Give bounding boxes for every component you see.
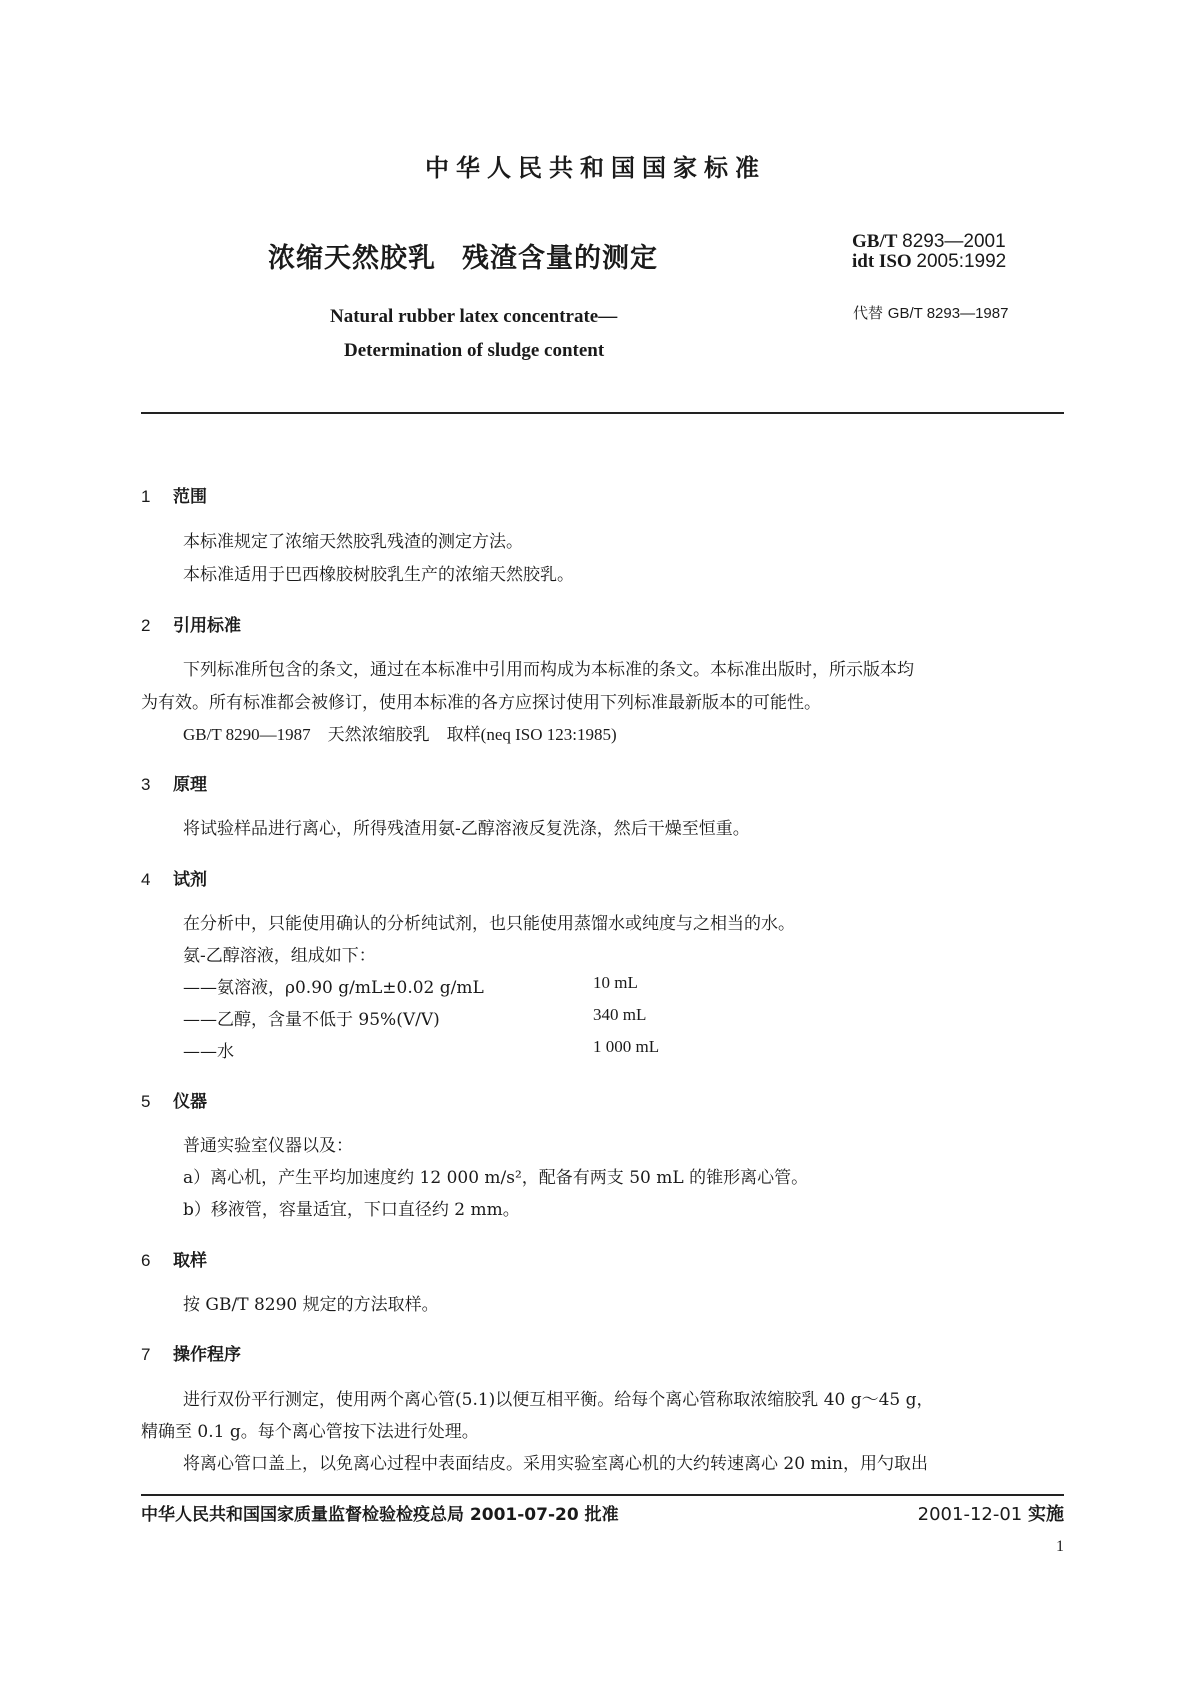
reagent-name: ——水	[183, 1042, 234, 1062]
reagent-quantity: 340 mL	[593, 1005, 647, 1024]
section-number: 3	[141, 775, 151, 794]
replaces-note	[853, 302, 1008, 323]
page-number: 1	[1056, 1538, 1064, 1555]
section-number: 7	[141, 1345, 151, 1364]
section-number: 1	[141, 487, 151, 506]
paragraph: 为有效。所有标准都会被修订，使用本标准的各方应探讨使用下列标准最新版本的可能性。	[141, 693, 821, 713]
section-title: 原理	[173, 775, 207, 795]
paragraph: 将试验样品进行离心，所得残渣用氨-乙醇溶液反复洗涤，然后干燥至恒重。	[183, 819, 750, 839]
title-cn-part2: 残渣含量的测定	[462, 243, 658, 274]
footer-divider	[141, 1494, 1064, 1496]
section-title: 操作程序	[173, 1345, 241, 1365]
standard-number-block	[852, 232, 1006, 272]
section-heading-scope	[141, 482, 207, 507]
section-heading-sampling	[141, 1246, 207, 1271]
section-number: 5	[141, 1092, 151, 1111]
national-standard-heading: 中华人民共和国国家标准	[425, 154, 766, 182]
paragraph: 按 GB/T 8290 规定的方法取样。	[183, 1295, 439, 1315]
paragraph: 普通实验室仪器以及：	[183, 1136, 353, 1156]
section-heading-references	[141, 611, 241, 636]
paragraph: 将离心管口盖上，以免离心过程中表面结皮。采用实验室离心机的大约转速离心 20 min，用勺取出	[183, 1454, 928, 1474]
paragraph: 本标准适用于巴西橡胶树胶乳生产的浓缩天然胶乳。	[183, 565, 574, 585]
list-item: b）移液管，容量适宜，下口直径约 2 mm。	[183, 1200, 520, 1220]
impl-label: 实施	[1028, 1504, 1064, 1525]
section-title: 试剂	[173, 870, 207, 890]
title-en-line2: Determination of sludge content	[344, 340, 605, 361]
section-heading-principle	[141, 770, 207, 795]
section-title: 取样	[173, 1251, 207, 1271]
paragraph: 下列标准所包含的条文，通过在本标准中引用而构成为本标准的条文。本标准出版时，所示版本均	[183, 660, 914, 680]
paragraph: 在分析中，只能使用确认的分析纯试剂，也只能使用蒸馏水或纯度与之相当的水。	[183, 914, 795, 934]
approval-statement: 中华人民共和国国家质量监督检验检疫总局 2001-07-20 批准	[141, 1505, 619, 1525]
reagent-name: ——乙醇，含量不低于 95%(V/V)	[183, 1010, 440, 1030]
section-heading-procedure	[141, 1340, 241, 1365]
replaces-prefix: 代替	[853, 304, 884, 322]
paragraph: 精确至 0.1 g。每个离心管按下法进行处理。	[141, 1422, 479, 1442]
reference-entry: GB/T 8290—1987 天然浓缩胶乳 取样(neq ISO 123:1985)	[183, 725, 617, 744]
std-idt-number: 2005:1992	[916, 251, 1007, 272]
document-title-cn	[268, 236, 658, 275]
paragraph: 进行双份平行测定，使用两个离心管(5.1)以便互相平衡。给每个离心管称取浓缩胶乳 40 g～45 g，	[183, 1390, 934, 1410]
title-cn-part1: 浓缩天然胶乳	[268, 243, 436, 274]
section-number: 6	[141, 1251, 151, 1270]
document-title-en	[330, 300, 617, 368]
section-heading-reagents	[141, 865, 207, 890]
section-number: 2	[141, 616, 151, 635]
std-gb-number: 8293—2001	[902, 231, 1006, 252]
header-divider	[141, 412, 1064, 414]
section-title: 仪器	[173, 1092, 207, 1112]
reagent-quantity: 10 mL	[593, 973, 638, 992]
replaces-number: GB/T 8293—1987	[887, 305, 1009, 322]
paragraph: 氨-乙醇溶液，组成如下：	[183, 946, 376, 966]
reagent-name: ——氨溶液，ρ0.90 g/mL±0.02 g/mL	[183, 978, 484, 998]
section-number: 4	[141, 870, 151, 889]
list-item: a）离心机，产生平均加速度约 12 000 m/s²，配备有两支 50 mL 的锥形离心管。	[183, 1168, 809, 1188]
section-title: 范围	[173, 487, 207, 507]
implementation-date	[918, 1500, 1064, 1526]
reagent-quantity: 1 000 mL	[593, 1037, 660, 1056]
std-gb-prefix: GB/T	[852, 231, 898, 252]
paragraph: 本标准规定了浓缩天然胶乳残渣的测定方法。	[183, 532, 523, 552]
section-heading-apparatus	[141, 1087, 207, 1112]
impl-date: 2001-12-01	[917, 1504, 1023, 1525]
section-title: 引用标准	[173, 616, 241, 636]
title-en-line1: Natural rubber latex concentrate—	[330, 306, 618, 327]
std-idt-prefix: idt ISO	[852, 251, 912, 272]
